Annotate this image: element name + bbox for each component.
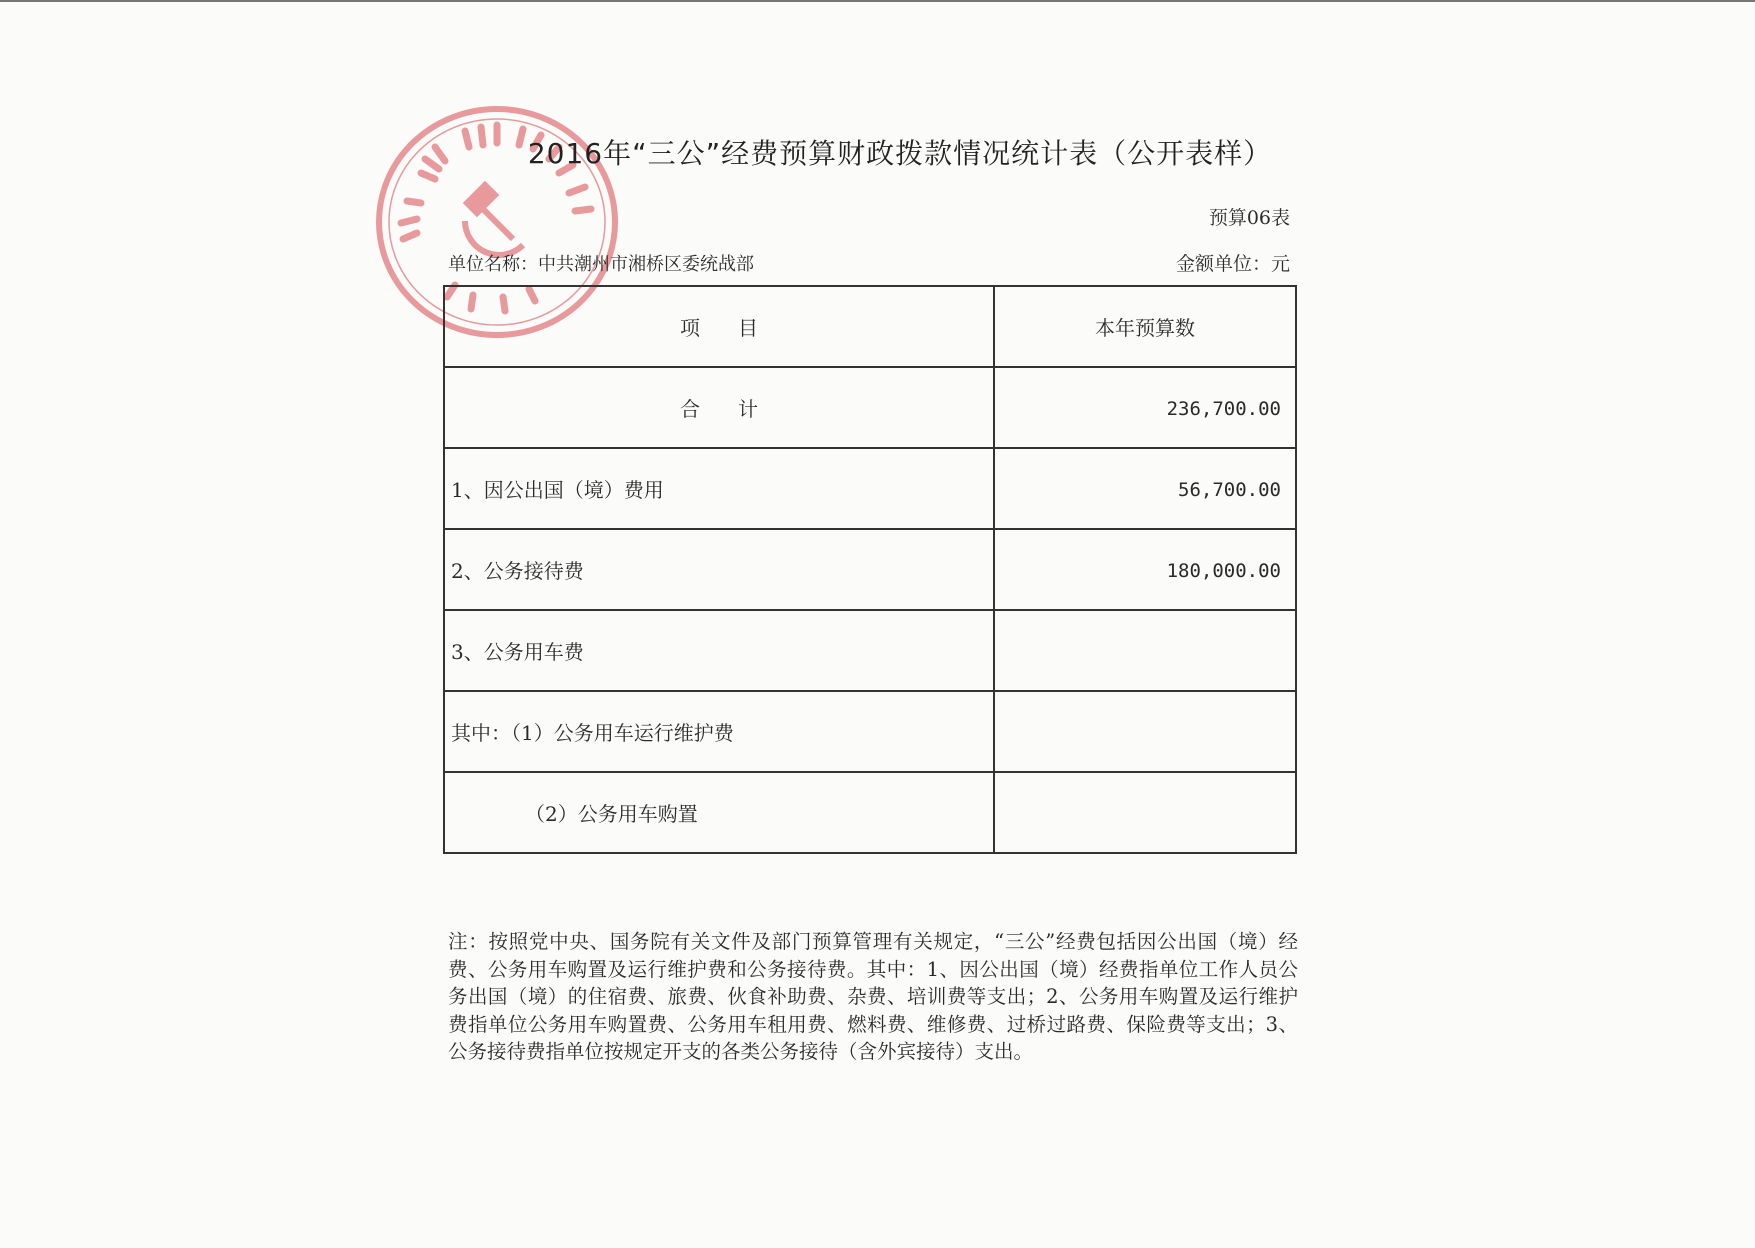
- row-value: [994, 772, 1296, 853]
- budget-table: [443, 285, 1297, 854]
- table-row: [444, 691, 1296, 772]
- row-label: 1、因公出国（境）费用: [444, 448, 994, 529]
- footnote: 注：按照党中央、国务院有关文件及部门预算管理有关规定，“三公”经费包括因公出国（境）经费、公务用车购置及运行维护费和公务接待费。其中：1、因公出国（境）经费指单位工作人员公务出国（境）的住宿费、旅费、伙食补助费、杂费、培训费等支出；2、公务用车购置及运行维护费指单位公务用车购置费、公务用车租用费、燃料费、维修费、过桥过路费、保险费等支出；3、公务接待费指单位按规定开支的各类公务接待（含外宾接待）支出。: [448, 930, 1298, 1063]
- table-header-row: [444, 286, 1296, 367]
- header-item: 项目: [444, 286, 994, 367]
- row-label: 合计: [444, 367, 994, 448]
- amount-unit: 金额单位：元: [1175, 253, 1290, 275]
- header-budget: 本年预算数: [994, 286, 1296, 367]
- row-value: [994, 691, 1296, 772]
- row-value: 180,000.00: [994, 529, 1296, 610]
- table-row: [444, 448, 1296, 529]
- table-row: [444, 610, 1296, 691]
- unit-name: 单位名称：中共潮州市湘桥区委统战部: [448, 254, 754, 275]
- form-number: 预算06表: [1208, 207, 1290, 229]
- row-value: 236,700.00: [994, 367, 1296, 448]
- row-label: （2）公务用车购置: [444, 772, 994, 853]
- row-label: 其中：（1）公务用车运行维护费: [444, 691, 994, 772]
- row-value: 56,700.00: [994, 448, 1296, 529]
- row-label: 3、公务用车费: [444, 610, 994, 691]
- scan-edge-line: [0, 0, 1755, 2]
- table-row: [444, 529, 1296, 610]
- table-row: [444, 772, 1296, 853]
- table-row: [444, 367, 1296, 448]
- row-value: [994, 610, 1296, 691]
- document-title: 2016年“三公”经费预算财政拨款情况统计表（公开表样）: [527, 137, 1273, 170]
- hammer-sickle-icon: [465, 185, 523, 255]
- row-label: 2、公务接待费: [444, 529, 994, 610]
